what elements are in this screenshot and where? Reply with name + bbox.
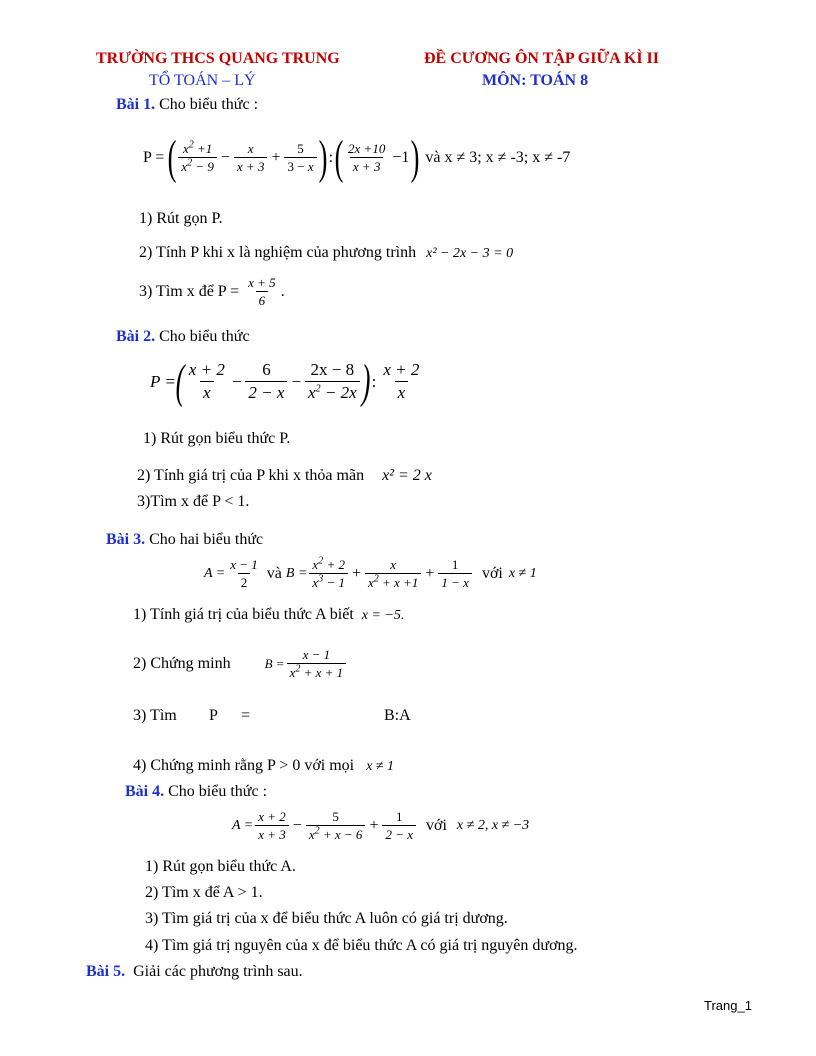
document-title: ĐỀ CƯƠNG ÔN TẬP GIỮA KÌ II: [424, 50, 659, 67]
paren-open: (: [175, 355, 185, 408]
bai3-q2: 2) Chứng minh B = $\frac{x - 1}{x^2 + x + 1}$: [133, 648, 348, 681]
bai4-q3: 3) Tìm giá trị của x để biểu thức A luôn có giá trị dương.: [145, 910, 508, 927]
bai3-q3-equals: =: [241, 707, 251, 724]
bai3-q2-text: 2) Chứng minh: [133, 655, 231, 673]
page-number: Trang_1: [704, 998, 752, 1013]
and-word: và: [266, 565, 282, 583]
fraction: $\frac{5}{x^2 + x - 6}$: [306, 810, 366, 843]
bai1-P-lhs: P =: [143, 149, 169, 166]
with-word: với: [481, 565, 503, 583]
fraction: $\frac{x + 2}{x}$: [188, 360, 225, 402]
with-word: với: [426, 817, 447, 835]
fraction: $\frac{x + 2}{x}$: [383, 360, 420, 402]
bai4-heading: [125, 783, 267, 801]
bai1-q2-text: 2) Tính P khi x là nghiệm của phương trình: [139, 244, 417, 261]
fraction: $\frac{1}{2 - x}$: [382, 810, 416, 843]
bai1-q2: [139, 244, 513, 262]
bai3-q4-condition: x ≠ 1: [366, 759, 395, 774]
bai3-q1-text: 1) Tính giá trị của biểu thức A biết: [133, 606, 354, 623]
bai1-expression: P = ( $\frac{x^2 +1}{x^2 - 9}$ − $\frac{x}{x + 3}$ + $\frac{5}{3 - x}$ ) : ( $\frac{2x +10}{x + 3}$ −1 ) và x ≠ 3; x ≠ -3; x ≠ -7: [143, 131, 571, 184]
bai3-q4: [133, 757, 394, 775]
paren-close: ): [410, 131, 420, 184]
bai2-intro: Cho biểu thức: [159, 328, 250, 345]
bai1-label: Bài 1.: [116, 96, 156, 113]
fraction: $\frac{5}{3 - x}$: [284, 142, 316, 175]
fraction: $\frac{x^2 + 2}{x^3 - 1}$: [309, 558, 348, 591]
bai3-label: Bài 3.: [106, 531, 146, 548]
paren-close: ): [318, 131, 327, 184]
bai3-intro: Cho hai biểu thức: [149, 531, 264, 548]
bai4-expression: A = $\frac{x + 2}{x + 3}$ − $\frac{5}{x^2 + x - 6}$ + $\frac{1}{2 - x}$ với x ≠ 2, x ≠ −3: [232, 809, 530, 843]
bai1-q2-equation: x² − 2x − 3 = 0: [426, 246, 514, 261]
bai1-q3-text: 3) Tìm x để P =: [139, 283, 240, 301]
bai3-expressions: A = $\frac{x - 1}{2}$ và B = $\frac{x^2 + 2}{x^3 - 1}$ + $\frac{x}{x^2 + x +1}$ + $\frac{1}{1 - x}$ với x ≠ 1: [204, 555, 537, 591]
bai4-q4: 4) Tìm giá trị nguyên của x để biểu thức A có giá trị nguyên dương.: [145, 937, 578, 954]
bai1-q3: 3) Tìm x để P = $\frac{x + 5}{6}$ .: [139, 275, 285, 309]
fraction: $\frac{2x +10}{x + 3}$: [348, 140, 386, 174]
bai4-q1: 1) Rút gọn biểu thức A.: [145, 858, 296, 875]
bai5-intro: Giải các phương trình sau.: [133, 963, 303, 980]
bai4-condition: x ≠ 2, x ≠ −3: [456, 818, 530, 834]
bai3-q4-text: 4) Chứng minh rằng P > 0 với mọi: [133, 757, 355, 774]
fraction: $\frac{2x - 8}{x^2 - 2x}$: [305, 361, 360, 402]
bai1-intro: Cho biểu thức :: [159, 96, 259, 113]
bai2-expression: P = ( $\frac{x + 2}{x}$ − $\frac{6}{2 - x}$ − $\frac{2x - 8}{x^2 - 2x}$ ) : $\frac{x + 2}{x}$: [150, 358, 424, 406]
bai1-q1: 1) Rút gọn P.: [139, 210, 223, 227]
bai2-q2-text: 2) Tính giá trị của P khi x thỏa mãn: [137, 467, 365, 484]
bai5-label: Bài 5.: [86, 963, 126, 980]
bai1-heading: [116, 96, 258, 114]
bai4-label: Bài 4.: [125, 783, 165, 800]
fraction: $\frac{x + 2}{x + 3}$: [255, 810, 289, 843]
bai4-q2: 2) Tìm x để A > 1.: [145, 884, 263, 901]
bai2-q1: 1) Rút gọn biểu thức P.: [143, 430, 291, 447]
paren-close: ): [361, 355, 371, 408]
fraction: $\frac{x - 1}{x^2 + x + 1}$: [287, 648, 347, 681]
fraction: $\frac{x}{x + 3}$: [234, 142, 268, 175]
bai3-q3: [133, 707, 177, 725]
fraction: $\frac{6}{2 - x}$: [245, 361, 287, 402]
fraction: $\frac{x - 1}{2}$: [230, 557, 258, 591]
bai3-condition: x ≠ 1: [508, 566, 537, 582]
bai5-heading: [86, 963, 303, 981]
bai3-q1-equation: x = −5.: [361, 608, 405, 623]
bai4-intro: Cho biểu thức :: [168, 783, 268, 800]
bai3-q3-p: P: [209, 707, 218, 724]
bai3-heading: [106, 531, 263, 549]
bai2-q2-equation: x² = 2 x: [382, 467, 432, 484]
bai3-q3-text: 3) Tìm: [133, 707, 177, 724]
subject-name: MÔN: TOÁN 8: [482, 72, 589, 89]
bai2-heading: [116, 328, 250, 346]
fraction: $\frac{x + 5}{6}$: [248, 275, 276, 309]
bai3-q3-ba: B:A: [384, 707, 411, 724]
fraction: $\frac{x^2 +1}{x^2 - 9}$: [178, 142, 217, 175]
department-name: TỔ TOÁN – LÝ: [149, 72, 256, 89]
fraction: $\frac{1}{1 - x}$: [438, 558, 472, 591]
bai1-condition: và x ≠ 3; x ≠ -3; x ≠ -7: [425, 149, 571, 166]
bai3-q1: [133, 606, 404, 624]
bai2-q3: 3)Tìm x để P < 1.: [137, 493, 250, 510]
fraction: $\frac{x}{x^2 + x +1}$: [365, 558, 421, 591]
school-name: TRƯỜNG THCS QUANG TRUNG: [96, 50, 340, 67]
bai2-q2: [137, 467, 432, 485]
bai2-label: Bài 2.: [116, 328, 156, 345]
paren-open: (: [167, 131, 177, 184]
paren-open: (: [334, 131, 344, 184]
